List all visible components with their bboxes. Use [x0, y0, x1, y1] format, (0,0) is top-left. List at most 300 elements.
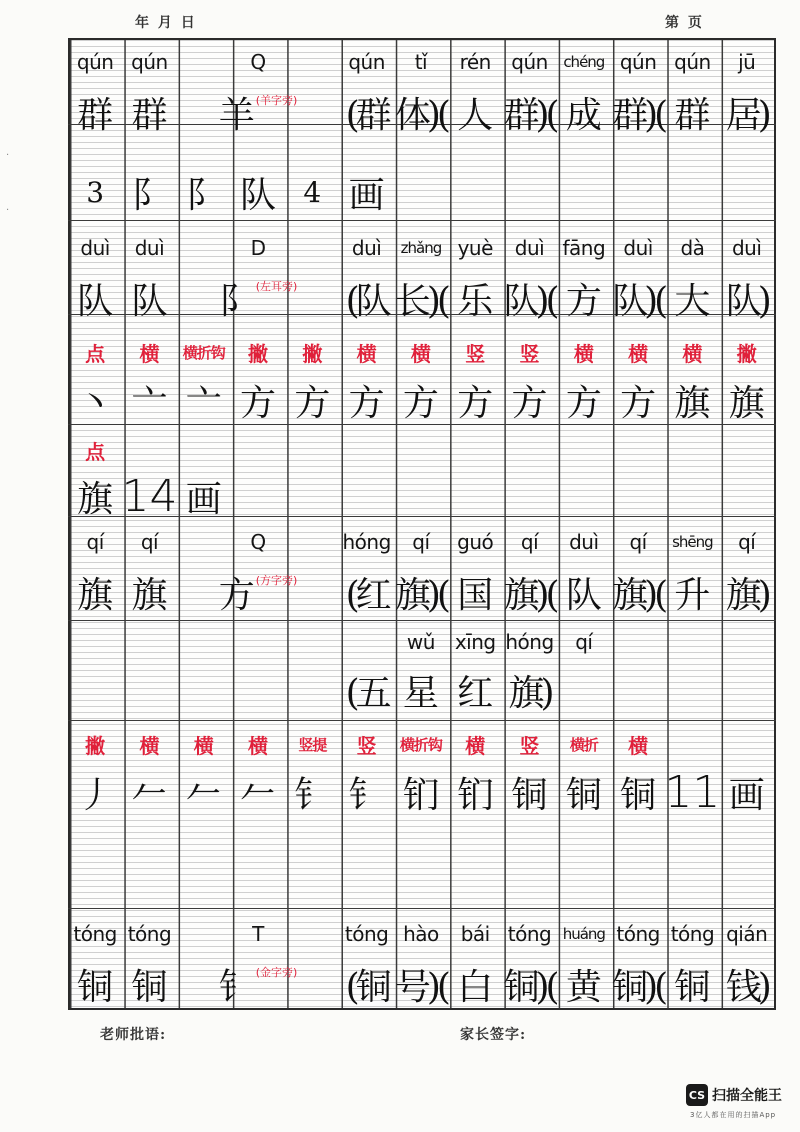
cell-text: tóng	[73, 922, 117, 946]
cell-text: duì	[731, 236, 762, 260]
radical-note: (金字旁)	[255, 966, 298, 979]
character-cell	[339, 662, 393, 718]
character-cell	[68, 662, 122, 718]
character-cell	[285, 84, 339, 140]
character-cell	[448, 270, 502, 326]
pinyin-cell	[339, 912, 393, 956]
pinyin-cell	[68, 520, 122, 564]
character-cell	[231, 372, 285, 428]
pinyin-cell	[611, 226, 665, 270]
character-cell	[122, 164, 176, 220]
cell-text: 4	[303, 175, 322, 209]
character-cell	[177, 764, 231, 820]
cell-text: tóng	[670, 922, 715, 946]
pinyin-cell	[394, 520, 448, 564]
cell-text: 黄	[565, 966, 602, 1008]
character-row	[68, 270, 776, 326]
character-cell	[177, 468, 231, 524]
character-row	[68, 956, 776, 1012]
cell-text: 居)	[725, 94, 768, 136]
pinyin-cell	[720, 226, 774, 270]
stroke-name-cell	[665, 722, 719, 766]
character-cell	[285, 164, 339, 220]
cell-text: 大	[674, 280, 711, 322]
cell-text: xīng	[454, 630, 496, 654]
cell-text: 钔	[457, 774, 494, 816]
pinyin-cell	[122, 520, 176, 564]
cell-text: qí	[629, 530, 647, 554]
cell-text: qián	[726, 922, 768, 946]
character-cell	[394, 468, 448, 524]
cell-text: tǐ	[414, 50, 428, 74]
character-cell	[611, 956, 665, 1012]
cell-text: 横	[139, 341, 160, 366]
cell-text: 旗)(	[612, 574, 665, 616]
cell-text: (队	[345, 280, 388, 322]
pinyin-cell	[394, 226, 448, 270]
scanner-logo-icon: CS	[686, 1084, 708, 1106]
character-cell	[448, 372, 502, 428]
cell-text: qún	[131, 50, 168, 74]
character-cell	[502, 270, 556, 326]
character-row	[68, 164, 776, 220]
stroke-name-cell	[177, 722, 231, 766]
cell-text: 横	[628, 733, 649, 758]
character-cell	[665, 764, 719, 820]
cell-text: 铜	[620, 774, 657, 816]
cell-text: 群	[77, 94, 114, 136]
cell-text: 竖	[519, 733, 540, 758]
cell-text: 撇	[85, 733, 106, 758]
character-cell	[394, 270, 448, 326]
character-cell	[720, 468, 774, 524]
cell-text: 队)(	[503, 280, 556, 322]
cell-text: 乐	[457, 280, 494, 322]
character-row	[68, 564, 776, 620]
scanner-app-name: 扫描全能王	[712, 1088, 782, 1104]
cell-text: hào	[403, 922, 439, 946]
cell-text: chéng	[563, 53, 605, 71]
character-row	[68, 468, 776, 524]
stroke-name-cell	[68, 428, 122, 472]
stroke-name-cell	[502, 428, 556, 472]
cell-text: 方	[565, 382, 602, 424]
character-cell	[68, 468, 122, 524]
cell-text: wǔ	[406, 630, 435, 654]
stroke-name-cell	[720, 428, 774, 472]
character-cell	[339, 956, 393, 1012]
cell-text: 队)	[725, 280, 768, 322]
cell-text: 亠	[185, 382, 222, 424]
character-cell	[218, 956, 298, 1012]
pinyin-cell	[502, 226, 556, 270]
character-cell	[448, 764, 502, 820]
cell-text: dà	[680, 236, 705, 260]
row-divider	[68, 720, 776, 721]
cell-text: qí	[140, 530, 159, 554]
cell-text: (五	[345, 672, 388, 714]
cell-text: 竖	[519, 341, 540, 366]
cell-text: guó	[457, 530, 494, 554]
stroke-name-cell	[394, 428, 448, 472]
cell-text: 群	[674, 94, 711, 136]
stroke-name-row	[68, 330, 776, 374]
scanner-logo	[686, 1084, 782, 1106]
cell-text: qí	[520, 530, 539, 554]
radical-note: (左耳旁)	[255, 280, 298, 293]
cell-text: 队	[77, 280, 114, 322]
pinyin-cell	[122, 912, 176, 956]
character-cell	[122, 270, 176, 326]
character-cell	[611, 764, 665, 820]
character-cell	[218, 270, 298, 326]
stroke-name-cell	[231, 428, 285, 472]
cell-text: qún	[619, 50, 657, 74]
character-cell	[720, 164, 774, 220]
character-cell	[720, 956, 774, 1012]
cell-text: 旗	[77, 574, 114, 616]
character-cell	[122, 764, 176, 820]
cell-text: rén	[459, 50, 491, 74]
character-row	[68, 662, 776, 718]
stroke-name-cell	[502, 330, 556, 374]
character-cell	[339, 164, 393, 220]
character-cell	[448, 84, 502, 140]
stroke-name-cell	[394, 330, 448, 374]
pinyin-cell	[231, 620, 285, 664]
character-cell	[339, 764, 393, 820]
cell-text: 钅	[218, 966, 255, 1008]
cell-text: qún	[348, 50, 385, 74]
pinyin-cell	[720, 620, 774, 664]
character-cell	[285, 468, 339, 524]
cell-text: duì	[623, 236, 653, 260]
character-cell	[665, 84, 719, 140]
stroke-name-row	[68, 722, 776, 766]
pinyin-cell	[68, 226, 122, 270]
cell-text: 点	[85, 439, 106, 464]
cell-text: 横	[573, 341, 594, 366]
pinyin-cell	[231, 520, 285, 564]
pinyin-cell	[557, 912, 611, 956]
character-cell	[177, 662, 231, 718]
pinyin-cell	[285, 912, 339, 956]
cell-text: 方	[511, 382, 548, 424]
cell-text: 横	[356, 341, 377, 366]
character-cell	[339, 270, 393, 326]
pinyin-cell	[339, 40, 393, 84]
cell-text: 长)(	[394, 280, 447, 322]
cell-text: duì	[569, 530, 599, 554]
pinyin-cell	[285, 520, 339, 564]
cell-text: 横	[682, 341, 703, 366]
stroke-name-cell	[285, 330, 339, 374]
cell-text: hóng	[505, 630, 554, 654]
cell-text: 铜)(	[612, 966, 665, 1008]
character-cell	[448, 468, 502, 524]
stroke-name-cell	[285, 428, 339, 472]
cell-text: 群)(	[612, 94, 665, 136]
cell-text: 国	[457, 574, 494, 616]
pinyin-row	[68, 40, 776, 84]
cell-text: 3	[86, 175, 105, 209]
cell-text: 旗)	[508, 672, 551, 714]
character-cell	[720, 764, 774, 820]
page-label: 第 页	[665, 15, 704, 31]
character-cell	[122, 84, 176, 140]
pinyin-cell	[502, 40, 556, 84]
character-row	[68, 764, 776, 820]
cell-text: zhǎng	[400, 239, 442, 257]
character-cell	[557, 372, 611, 428]
pinyin-cell	[611, 620, 665, 664]
stroke-name-cell	[394, 722, 448, 766]
stroke-name-cell	[720, 722, 774, 766]
cell-text: 队	[565, 574, 602, 616]
character-cell	[557, 84, 611, 140]
pinyin-cell	[720, 40, 774, 84]
cell-text: 铜	[565, 774, 602, 816]
pinyin-cell	[611, 520, 665, 564]
cell-text: 𠂉	[131, 774, 168, 816]
character-cell	[285, 764, 339, 820]
pinyin-cell	[285, 620, 339, 664]
pinyin-cell	[339, 620, 393, 664]
cell-text: 成	[565, 94, 602, 136]
cell-text: 钔	[402, 774, 439, 816]
parent-signature-label: 家长签字:	[460, 1027, 527, 1043]
character-cell	[394, 164, 448, 220]
radical-note: (羊字旁)	[255, 94, 298, 107]
cell-text: 11	[664, 766, 721, 818]
stroke-name-cell	[611, 428, 665, 472]
cell-text: 羊	[218, 94, 255, 136]
cell-text: 横	[139, 733, 160, 758]
cell-text: qí	[86, 530, 104, 554]
cell-text: 群	[131, 94, 168, 136]
pinyin-cell	[502, 620, 556, 664]
cell-text: 画	[728, 774, 765, 816]
pinyin-cell	[557, 620, 611, 664]
character-cell	[665, 662, 719, 718]
character-cell	[68, 956, 122, 1012]
cell-text: 旗	[77, 478, 114, 520]
cell-text: 方	[218, 574, 255, 616]
character-cell	[285, 564, 339, 620]
pinyin-cell	[231, 40, 285, 84]
character-cell	[231, 164, 285, 220]
cell-text: 撇	[736, 341, 757, 366]
cell-text: 横	[193, 733, 214, 758]
cell-text: yuè	[457, 236, 493, 260]
cell-text: 横折钩	[399, 735, 442, 754]
cell-text: 方	[565, 280, 602, 322]
cell-text: 队	[240, 174, 277, 216]
cell-text: tóng	[127, 922, 172, 946]
character-cell	[611, 270, 665, 326]
character-cell	[720, 662, 774, 718]
stroke-name-cell	[448, 330, 502, 374]
margin-mark: ·	[6, 205, 10, 216]
character-cell	[502, 564, 556, 620]
pinyin-cell	[665, 40, 719, 84]
stroke-name-cell	[448, 722, 502, 766]
character-cell	[68, 564, 122, 620]
pinyin-row	[68, 520, 776, 564]
character-cell	[394, 84, 448, 140]
cell-text: 方	[402, 382, 439, 424]
pinyin-cell	[448, 520, 502, 564]
pinyin-cell	[122, 226, 176, 270]
cell-text: qún	[76, 50, 114, 74]
character-cell	[720, 270, 774, 326]
character-cell	[339, 372, 393, 428]
stroke-name-cell	[177, 330, 231, 374]
character-cell	[122, 564, 176, 620]
cell-text: 方	[620, 382, 657, 424]
cell-text: T	[252, 922, 264, 946]
pinyin-row	[68, 226, 776, 270]
cell-text: D	[250, 236, 266, 260]
margin-mark: ·	[6, 150, 10, 161]
character-cell	[218, 564, 298, 620]
cell-text: 旗	[674, 382, 711, 424]
character-cell	[557, 956, 611, 1012]
pinyin-cell	[122, 40, 176, 84]
character-cell	[611, 468, 665, 524]
cell-text: qí	[575, 630, 593, 654]
cell-text: 横折	[569, 735, 598, 754]
cell-text: 白	[457, 966, 494, 1008]
character-cell	[339, 84, 393, 140]
stroke-name-cell	[177, 428, 231, 472]
stroke-name-cell	[68, 722, 122, 766]
pinyin-cell	[611, 912, 665, 956]
teacher-comment-label: 老师批语:	[100, 1027, 167, 1043]
character-cell	[502, 662, 556, 718]
cell-text: 铜	[77, 966, 114, 1008]
stroke-name-cell	[502, 722, 556, 766]
stroke-name-cell	[720, 330, 774, 374]
cell-text: duì	[514, 236, 545, 260]
character-cell	[502, 372, 556, 428]
cell-text: 方	[294, 382, 331, 424]
pinyin-cell	[177, 520, 231, 564]
pinyin-cell	[177, 912, 231, 956]
cell-text: 亠	[131, 382, 168, 424]
character-cell	[122, 372, 176, 428]
pinyin-cell	[665, 912, 719, 956]
pinyin-cell	[557, 226, 611, 270]
character-cell	[68, 84, 122, 140]
cell-text: 画	[348, 174, 385, 216]
row-divider	[68, 220, 776, 221]
stroke-name-cell	[285, 722, 339, 766]
character-cell	[231, 662, 285, 718]
cell-text: 铜	[511, 774, 548, 816]
stroke-name-cell	[611, 722, 665, 766]
pinyin-cell	[665, 620, 719, 664]
character-cell	[611, 164, 665, 220]
character-cell	[720, 84, 774, 140]
stroke-name-cell	[122, 722, 176, 766]
pinyin-cell	[394, 912, 448, 956]
cell-text: 队)(	[612, 280, 665, 322]
cell-text: qí	[412, 530, 430, 554]
cell-text: qún	[674, 50, 711, 74]
character-cell	[502, 956, 556, 1012]
cell-text: duì	[351, 236, 382, 260]
character-cell	[68, 270, 122, 326]
cell-text: 升	[674, 574, 711, 616]
cell-text: 方	[348, 382, 385, 424]
cell-text: 点	[85, 341, 106, 366]
pinyin-cell	[177, 226, 231, 270]
pinyin-cell	[231, 912, 285, 956]
cell-text: qí	[738, 530, 756, 554]
cell-text: 竖	[356, 733, 377, 758]
cell-text: 撇	[248, 341, 269, 366]
date-label: 年 月 日	[135, 15, 197, 31]
character-cell	[557, 164, 611, 220]
stroke-name-cell	[611, 330, 665, 374]
stroke-name-cell	[339, 330, 393, 374]
character-cell	[285, 372, 339, 428]
stroke-name-cell	[665, 428, 719, 472]
cell-text: 画	[185, 478, 222, 520]
stroke-name-cell	[665, 330, 719, 374]
cell-text: 竖	[465, 341, 486, 366]
character-cell	[285, 956, 339, 1012]
cell-text: 钅	[348, 774, 385, 816]
cell-text: tóng	[507, 922, 552, 946]
pinyin-cell	[448, 912, 502, 956]
cell-text: 14	[121, 470, 178, 522]
character-cell	[557, 468, 611, 524]
character-cell	[557, 270, 611, 326]
character-cell	[122, 468, 176, 524]
cell-text: 队	[131, 280, 168, 322]
pinyin-cell	[448, 40, 502, 84]
pinyin-cell	[339, 520, 393, 564]
pinyin-cell	[557, 40, 611, 84]
cell-text: tóng	[616, 922, 660, 946]
character-cell	[339, 468, 393, 524]
character-cell	[394, 956, 448, 1012]
pinyin-cell	[502, 912, 556, 956]
character-cell	[394, 662, 448, 718]
cell-text: Q	[250, 530, 266, 554]
character-cell	[665, 164, 719, 220]
character-cell	[720, 564, 774, 620]
cell-text: shēng	[672, 533, 713, 551]
pinyin-cell	[665, 226, 719, 270]
character-cell	[557, 662, 611, 718]
pinyin-cell	[394, 40, 448, 84]
cell-text: 撇	[302, 341, 323, 366]
cell-text: fāng	[562, 236, 606, 260]
pinyin-row	[68, 912, 776, 956]
character-cell	[502, 468, 556, 524]
character-cell	[68, 764, 122, 820]
cell-text: 𠂉	[240, 774, 277, 816]
cell-text: 方	[457, 382, 494, 424]
character-cell	[502, 84, 556, 140]
pinyin-cell	[177, 40, 231, 84]
character-cell	[557, 764, 611, 820]
character-cell	[68, 372, 122, 428]
cell-text: 星	[402, 672, 439, 714]
